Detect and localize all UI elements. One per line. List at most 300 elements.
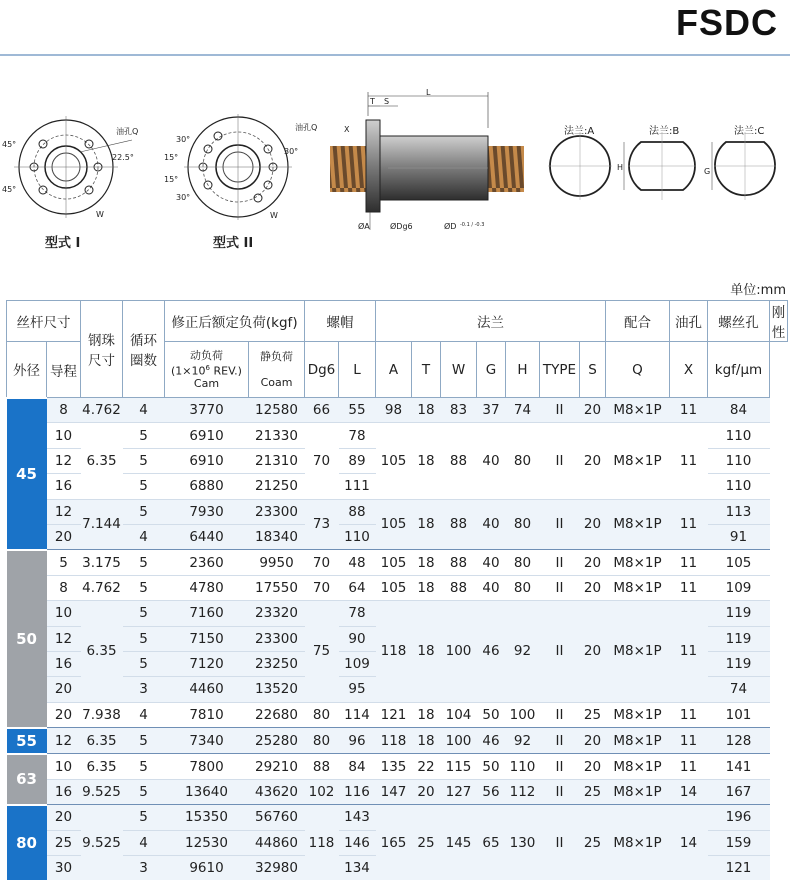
cell-t: 18 xyxy=(412,550,441,575)
cell-a: 118 xyxy=(376,728,412,754)
th-type: TYPE xyxy=(540,342,580,398)
cell-a: 121 xyxy=(376,702,412,727)
th-dg6: Dg6 xyxy=(305,342,339,398)
angle-label: 30° xyxy=(284,147,299,156)
cell-g: 40 xyxy=(477,499,506,550)
cell-coam: 12580 xyxy=(249,398,305,423)
cell-k: 159 xyxy=(708,830,770,855)
cell-circ: 5 xyxy=(123,651,165,676)
w-label: W xyxy=(270,211,278,220)
cell-cam: 7810 xyxy=(165,702,249,727)
cell-t: 22 xyxy=(412,754,441,779)
cell-s: 20 xyxy=(580,398,606,423)
cell-circ: 5 xyxy=(123,550,165,575)
cell-dg6: 75 xyxy=(305,601,339,703)
angle-label: 15° xyxy=(164,153,179,162)
cell-w: 115 xyxy=(441,754,477,779)
cell-l: 78 xyxy=(339,423,376,448)
cell-l: 64 xyxy=(339,575,376,600)
cell-q: M8×1P xyxy=(606,754,670,779)
cell-s: 20 xyxy=(580,423,606,499)
cell-q: M8×1P xyxy=(606,423,670,499)
cell-lead: 12 xyxy=(47,728,81,754)
cell-lead: 30 xyxy=(47,856,81,880)
dyn-label: 动负荷 xyxy=(190,348,223,362)
cell-a: 165 xyxy=(376,805,412,880)
cell-lead: 10 xyxy=(47,423,81,448)
cell-cam: 6910 xyxy=(165,448,249,473)
th-w: W xyxy=(441,342,477,398)
cell-k: 101 xyxy=(708,702,770,727)
cell-k: 167 xyxy=(708,779,770,804)
cell-a: 105 xyxy=(376,550,412,575)
cell-type: II xyxy=(540,550,580,575)
dyn-cam: Cam xyxy=(193,377,220,391)
cell-k: 109 xyxy=(708,575,770,600)
cell-coam: 23250 xyxy=(249,651,305,676)
flange-b-label: 法兰:B xyxy=(649,126,680,137)
cell-g: 56 xyxy=(477,779,506,804)
cell-lead: 16 xyxy=(47,474,81,499)
cell-w: 104 xyxy=(441,702,477,727)
cell-a: 98 xyxy=(376,398,412,423)
cell-coam: 13520 xyxy=(249,677,305,702)
sta-label: 静负荷 xyxy=(260,350,293,363)
cell-g: 50 xyxy=(477,702,506,727)
cell-w: 145 xyxy=(441,805,477,880)
cell-s: 20 xyxy=(580,754,606,779)
cell-h: 80 xyxy=(506,499,540,550)
phi-dg6-dim: ØDg6 xyxy=(390,222,413,231)
cell-circ: 3 xyxy=(123,677,165,702)
cell-dg6: 70 xyxy=(305,575,339,600)
th-dynamic-load xyxy=(165,342,249,398)
cell-ball: 7.938 xyxy=(81,702,123,727)
th-fit: 配合 xyxy=(606,301,670,342)
x-dim: X xyxy=(344,125,350,134)
g-dim: G xyxy=(704,167,711,176)
cell-k: 128 xyxy=(708,728,770,754)
th-nut: 螺帽 xyxy=(305,301,376,342)
cell-x: 11 xyxy=(670,575,708,600)
cell-coam: 23320 xyxy=(249,601,305,626)
cell-dg6: 73 xyxy=(305,499,339,550)
cell-x: 11 xyxy=(670,728,708,754)
cell-w: 88 xyxy=(441,423,477,499)
table-row xyxy=(7,499,788,524)
cell-lead: 20 xyxy=(47,702,81,727)
th-t: T xyxy=(412,342,441,398)
cell-lead: 20 xyxy=(47,805,81,830)
cell-h: 92 xyxy=(506,728,540,754)
cell-k: 74 xyxy=(708,677,770,702)
od-45: 45 xyxy=(7,398,47,550)
cell-cam: 6880 xyxy=(165,474,249,499)
cell-s: 20 xyxy=(580,550,606,575)
cell-ball: 6.35 xyxy=(81,728,123,754)
table-row xyxy=(7,805,788,830)
cell-g: 40 xyxy=(477,550,506,575)
cell-circ: 5 xyxy=(123,626,165,651)
cell-h: 74 xyxy=(506,398,540,423)
cell-g: 50 xyxy=(477,754,506,779)
th-screw: 丝杆尺寸 xyxy=(7,301,81,342)
table-row xyxy=(7,728,788,754)
cell-h: 80 xyxy=(506,550,540,575)
cell-coam: 21250 xyxy=(249,474,305,499)
cell-coam: 23300 xyxy=(249,499,305,524)
cell-circ: 5 xyxy=(123,499,165,524)
cell-l: 84 xyxy=(339,754,376,779)
cell-circ: 4 xyxy=(123,702,165,727)
cell-type: II xyxy=(540,575,580,600)
header-divider xyxy=(0,54,790,56)
th-x: X xyxy=(670,342,708,398)
cell-l: 143 xyxy=(339,805,376,830)
cell-type: II xyxy=(540,702,580,727)
th-q: Q xyxy=(606,342,670,398)
cell-type: II xyxy=(540,754,580,779)
cell-dg6: 118 xyxy=(305,805,339,880)
table-row xyxy=(7,779,788,804)
cell-k: 113 xyxy=(708,499,770,524)
cell-lead: 16 xyxy=(47,779,81,804)
th-tap: 螺丝孔 xyxy=(708,301,770,342)
cell-s: 20 xyxy=(580,575,606,600)
cell-lead: 12 xyxy=(47,448,81,473)
oil-hole-label: 油孔Q xyxy=(116,127,139,136)
cell-dg6: 70 xyxy=(305,550,339,575)
cell-a: 118 xyxy=(376,601,412,703)
cell-cam: 4780 xyxy=(165,575,249,600)
od-55: 55 xyxy=(7,728,47,754)
cell-g: 46 xyxy=(477,728,506,754)
cell-type: II xyxy=(540,805,580,880)
th-circ: 循环圈数 xyxy=(123,301,165,398)
cell-k: 110 xyxy=(708,448,770,473)
cell-w: 100 xyxy=(441,728,477,754)
cell-k: 196 xyxy=(708,805,770,830)
cell-w: 88 xyxy=(441,575,477,600)
cell-g: 37 xyxy=(477,398,506,423)
cell-k: 119 xyxy=(708,601,770,626)
cell-t: 18 xyxy=(412,702,441,727)
cell-cam: 6910 xyxy=(165,423,249,448)
cell-cam: 7150 xyxy=(165,626,249,651)
angle-label: 15° xyxy=(164,175,179,184)
cell-t: 18 xyxy=(412,728,441,754)
od-80: 80 xyxy=(7,805,47,880)
cell-k: 110 xyxy=(708,423,770,448)
cell-coam: 32980 xyxy=(249,856,305,880)
cell-cam: 12530 xyxy=(165,830,249,855)
cell-q: M8×1P xyxy=(606,398,670,423)
cell-type: II xyxy=(540,601,580,703)
th-l: L xyxy=(339,342,376,398)
cell-w: 100 xyxy=(441,601,477,703)
cell-s: 20 xyxy=(580,728,606,754)
cell-ball: 7.144 xyxy=(81,499,123,550)
cell-a: 105 xyxy=(376,575,412,600)
cell-g: 40 xyxy=(477,423,506,499)
cell-type: II xyxy=(540,423,580,499)
cell-x: 14 xyxy=(670,805,708,880)
phi-d-dim: ØD xyxy=(444,222,457,231)
cell-l: 96 xyxy=(339,728,376,754)
cell-coam: 23300 xyxy=(249,626,305,651)
cell-t: 18 xyxy=(412,499,441,550)
h-dim: H xyxy=(617,163,624,172)
cell-s: 25 xyxy=(580,805,606,880)
cell-k: 141 xyxy=(708,754,770,779)
cell-lead: 20 xyxy=(47,524,81,549)
angle-label: 30° xyxy=(176,135,191,144)
cell-l: 109 xyxy=(339,651,376,676)
cell-h: 80 xyxy=(506,575,540,600)
cell-l: 89 xyxy=(339,448,376,473)
cell-circ: 5 xyxy=(123,423,165,448)
th-flange: 法兰 xyxy=(376,301,606,342)
s-dim: S xyxy=(384,97,390,106)
angle-label: 22.5° xyxy=(112,153,134,162)
cell-w: 88 xyxy=(441,550,477,575)
cell-k: 110 xyxy=(708,474,770,499)
cell-q: M8×1P xyxy=(606,499,670,550)
cell-circ: 5 xyxy=(123,575,165,600)
angle-label: 30° xyxy=(176,193,191,202)
cell-ball: 6.35 xyxy=(81,423,123,499)
cell-w: 88 xyxy=(441,499,477,550)
cell-cam: 2360 xyxy=(165,550,249,575)
cell-lead: 16 xyxy=(47,651,81,676)
cell-k: 119 xyxy=(708,626,770,651)
cell-coam: 17550 xyxy=(249,575,305,600)
cell-a: 105 xyxy=(376,499,412,550)
cell-l: 111 xyxy=(339,474,376,499)
cell-circ: 4 xyxy=(123,524,165,549)
unit-label: 单位:mm xyxy=(730,283,786,298)
cell-lead: 12 xyxy=(47,499,81,524)
cell-ball: 9.525 xyxy=(81,779,123,804)
cell-l: 48 xyxy=(339,550,376,575)
cell-g: 46 xyxy=(477,601,506,703)
angle-label: 45° xyxy=(2,185,17,194)
cell-coam: 43620 xyxy=(249,779,305,804)
page-title: FSDC xyxy=(676,2,778,43)
th-static-load xyxy=(249,342,305,398)
table-row xyxy=(7,550,788,575)
cell-l: 95 xyxy=(339,677,376,702)
cell-cam: 6440 xyxy=(165,524,249,549)
cell-coam: 25280 xyxy=(249,728,305,754)
cell-k: 119 xyxy=(708,651,770,676)
cell-l: 134 xyxy=(339,856,376,880)
cell-lead: 8 xyxy=(47,575,81,600)
cell-cam: 7340 xyxy=(165,728,249,754)
cell-coam: 22680 xyxy=(249,702,305,727)
th-ball: 钢珠尺寸 xyxy=(81,301,123,398)
cell-q: M8×1P xyxy=(606,702,670,727)
cell-x: 14 xyxy=(670,779,708,804)
cell-ball: 3.175 xyxy=(81,550,123,575)
cell-cam: 7800 xyxy=(165,754,249,779)
cell-circ: 5 xyxy=(123,754,165,779)
cell-type: II xyxy=(540,779,580,804)
type2-label: 型式 II xyxy=(213,236,254,251)
cell-l: 78 xyxy=(339,601,376,626)
cell-cam: 3770 xyxy=(165,398,249,423)
w-label: W xyxy=(96,210,104,219)
th-load: 修正后额定负荷(kgf) xyxy=(165,301,305,342)
cell-q: M8×1P xyxy=(606,779,670,804)
cell-type: II xyxy=(540,499,580,550)
cell-dg6: 80 xyxy=(305,728,339,754)
dyn-rev-a: (1×10 xyxy=(171,364,206,378)
cell-coam: 9950 xyxy=(249,550,305,575)
cell-circ: 5 xyxy=(123,448,165,473)
cell-lead: 20 xyxy=(47,677,81,702)
cell-coam: 21310 xyxy=(249,448,305,473)
sta-coam: Coam xyxy=(260,376,293,389)
cell-dg6: 88 xyxy=(305,754,339,779)
cell-l: 88 xyxy=(339,499,376,524)
cell-x: 11 xyxy=(670,398,708,423)
cell-a: 105 xyxy=(376,423,412,499)
cell-type: II xyxy=(540,728,580,754)
cell-coam: 56760 xyxy=(249,805,305,830)
od-63: 63 xyxy=(7,754,47,805)
cell-t: 18 xyxy=(412,575,441,600)
cell-h: 130 xyxy=(506,805,540,880)
cell-q: M8×1P xyxy=(606,728,670,754)
dyn-exp: 6 xyxy=(205,363,210,372)
cell-dg6: 102 xyxy=(305,779,339,804)
cell-t: 18 xyxy=(412,423,441,499)
cell-cam: 7930 xyxy=(165,499,249,524)
cell-s: 25 xyxy=(580,779,606,804)
cell-circ: 5 xyxy=(123,805,165,830)
cell-k: 84 xyxy=(708,398,770,423)
cell-s: 20 xyxy=(580,601,606,703)
cell-l: 116 xyxy=(339,779,376,804)
cell-circ: 5 xyxy=(123,728,165,754)
cell-dg6: 80 xyxy=(305,702,339,727)
th-s: S xyxy=(580,342,606,398)
cell-ball: 9.525 xyxy=(81,805,123,880)
oil-hole-label: 油孔Q xyxy=(295,123,318,132)
cell-g: 40 xyxy=(477,575,506,600)
cell-lead: 25 xyxy=(47,830,81,855)
type1-label: 型式 I xyxy=(45,236,81,251)
cell-circ: 5 xyxy=(123,474,165,499)
cell-h: 110 xyxy=(506,754,540,779)
cell-cam: 7120 xyxy=(165,651,249,676)
cell-a: 147 xyxy=(376,779,412,804)
cell-h: 80 xyxy=(506,423,540,499)
angle-label: 45° xyxy=(2,140,17,149)
cell-x: 11 xyxy=(670,423,708,499)
cell-cam: 4460 xyxy=(165,677,249,702)
cell-lead: 8 xyxy=(47,398,81,423)
cell-lead: 12 xyxy=(47,626,81,651)
cell-type: II xyxy=(540,398,580,423)
cell-l: 110 xyxy=(339,524,376,549)
cell-w: 127 xyxy=(441,779,477,804)
cell-h: 100 xyxy=(506,702,540,727)
th-od: 外径 xyxy=(7,342,47,398)
cell-h: 112 xyxy=(506,779,540,804)
cell-cam: 13640 xyxy=(165,779,249,804)
th-lead: 导程 xyxy=(47,342,81,398)
cell-circ: 3 xyxy=(123,856,165,880)
th-a: A xyxy=(376,342,412,398)
t-dim: T xyxy=(370,97,375,106)
cell-lead: 5 xyxy=(47,550,81,575)
dyn-rev-b: REV.) xyxy=(209,364,242,378)
cell-coam: 44860 xyxy=(249,830,305,855)
cell-t: 20 xyxy=(412,779,441,804)
th-g: G xyxy=(477,342,506,398)
th-oil: 油孔 xyxy=(670,301,708,342)
flange-a-label: 法兰:A xyxy=(564,126,595,137)
cell-t: 18 xyxy=(412,601,441,703)
cell-ball: 4.762 xyxy=(81,398,123,423)
cell-q: M8×1P xyxy=(606,575,670,600)
table-row xyxy=(7,601,788,626)
cell-dg6: 70 xyxy=(305,423,339,499)
cell-ball: 4.762 xyxy=(81,575,123,600)
cell-l: 146 xyxy=(339,830,376,855)
od-50: 50 xyxy=(7,550,47,728)
cell-dg6: 66 xyxy=(305,398,339,423)
cell-x: 11 xyxy=(670,550,708,575)
cell-circ: 5 xyxy=(123,601,165,626)
cell-t: 25 xyxy=(412,805,441,880)
flange-shapes-diagram xyxy=(540,132,790,202)
cell-a: 135 xyxy=(376,754,412,779)
nut-section-diagram xyxy=(328,88,528,238)
table-row xyxy=(7,754,788,779)
cell-coam: 29210 xyxy=(249,754,305,779)
cell-x: 11 xyxy=(670,601,708,703)
cell-t: 18 xyxy=(412,398,441,423)
cell-cam: 7160 xyxy=(165,601,249,626)
cell-coam: 21330 xyxy=(249,423,305,448)
th-h: H xyxy=(506,342,540,398)
th-rigid: 刚性 xyxy=(770,301,788,342)
cell-q: M8×1P xyxy=(606,601,670,703)
table-row xyxy=(7,702,788,727)
table-row xyxy=(7,423,788,448)
cell-h: 92 xyxy=(506,601,540,703)
cell-k: 91 xyxy=(708,524,770,549)
cell-s: 20 xyxy=(580,499,606,550)
cell-l: 90 xyxy=(339,626,376,651)
table-row xyxy=(7,575,788,600)
phi-a-dim: ØA xyxy=(358,222,370,231)
cell-lead: 10 xyxy=(47,754,81,779)
cell-k: 105 xyxy=(708,550,770,575)
cell-l: 114 xyxy=(339,702,376,727)
th-kgf: kgf/μm xyxy=(708,342,770,398)
cell-x: 11 xyxy=(670,499,708,550)
cell-l: 55 xyxy=(339,398,376,423)
cell-coam: 18340 xyxy=(249,524,305,549)
table-row xyxy=(7,398,788,423)
cell-x: 11 xyxy=(670,702,708,727)
cell-ball: 6.35 xyxy=(81,754,123,779)
tolerance-dim: -0.1 / -0.3 xyxy=(460,222,485,228)
